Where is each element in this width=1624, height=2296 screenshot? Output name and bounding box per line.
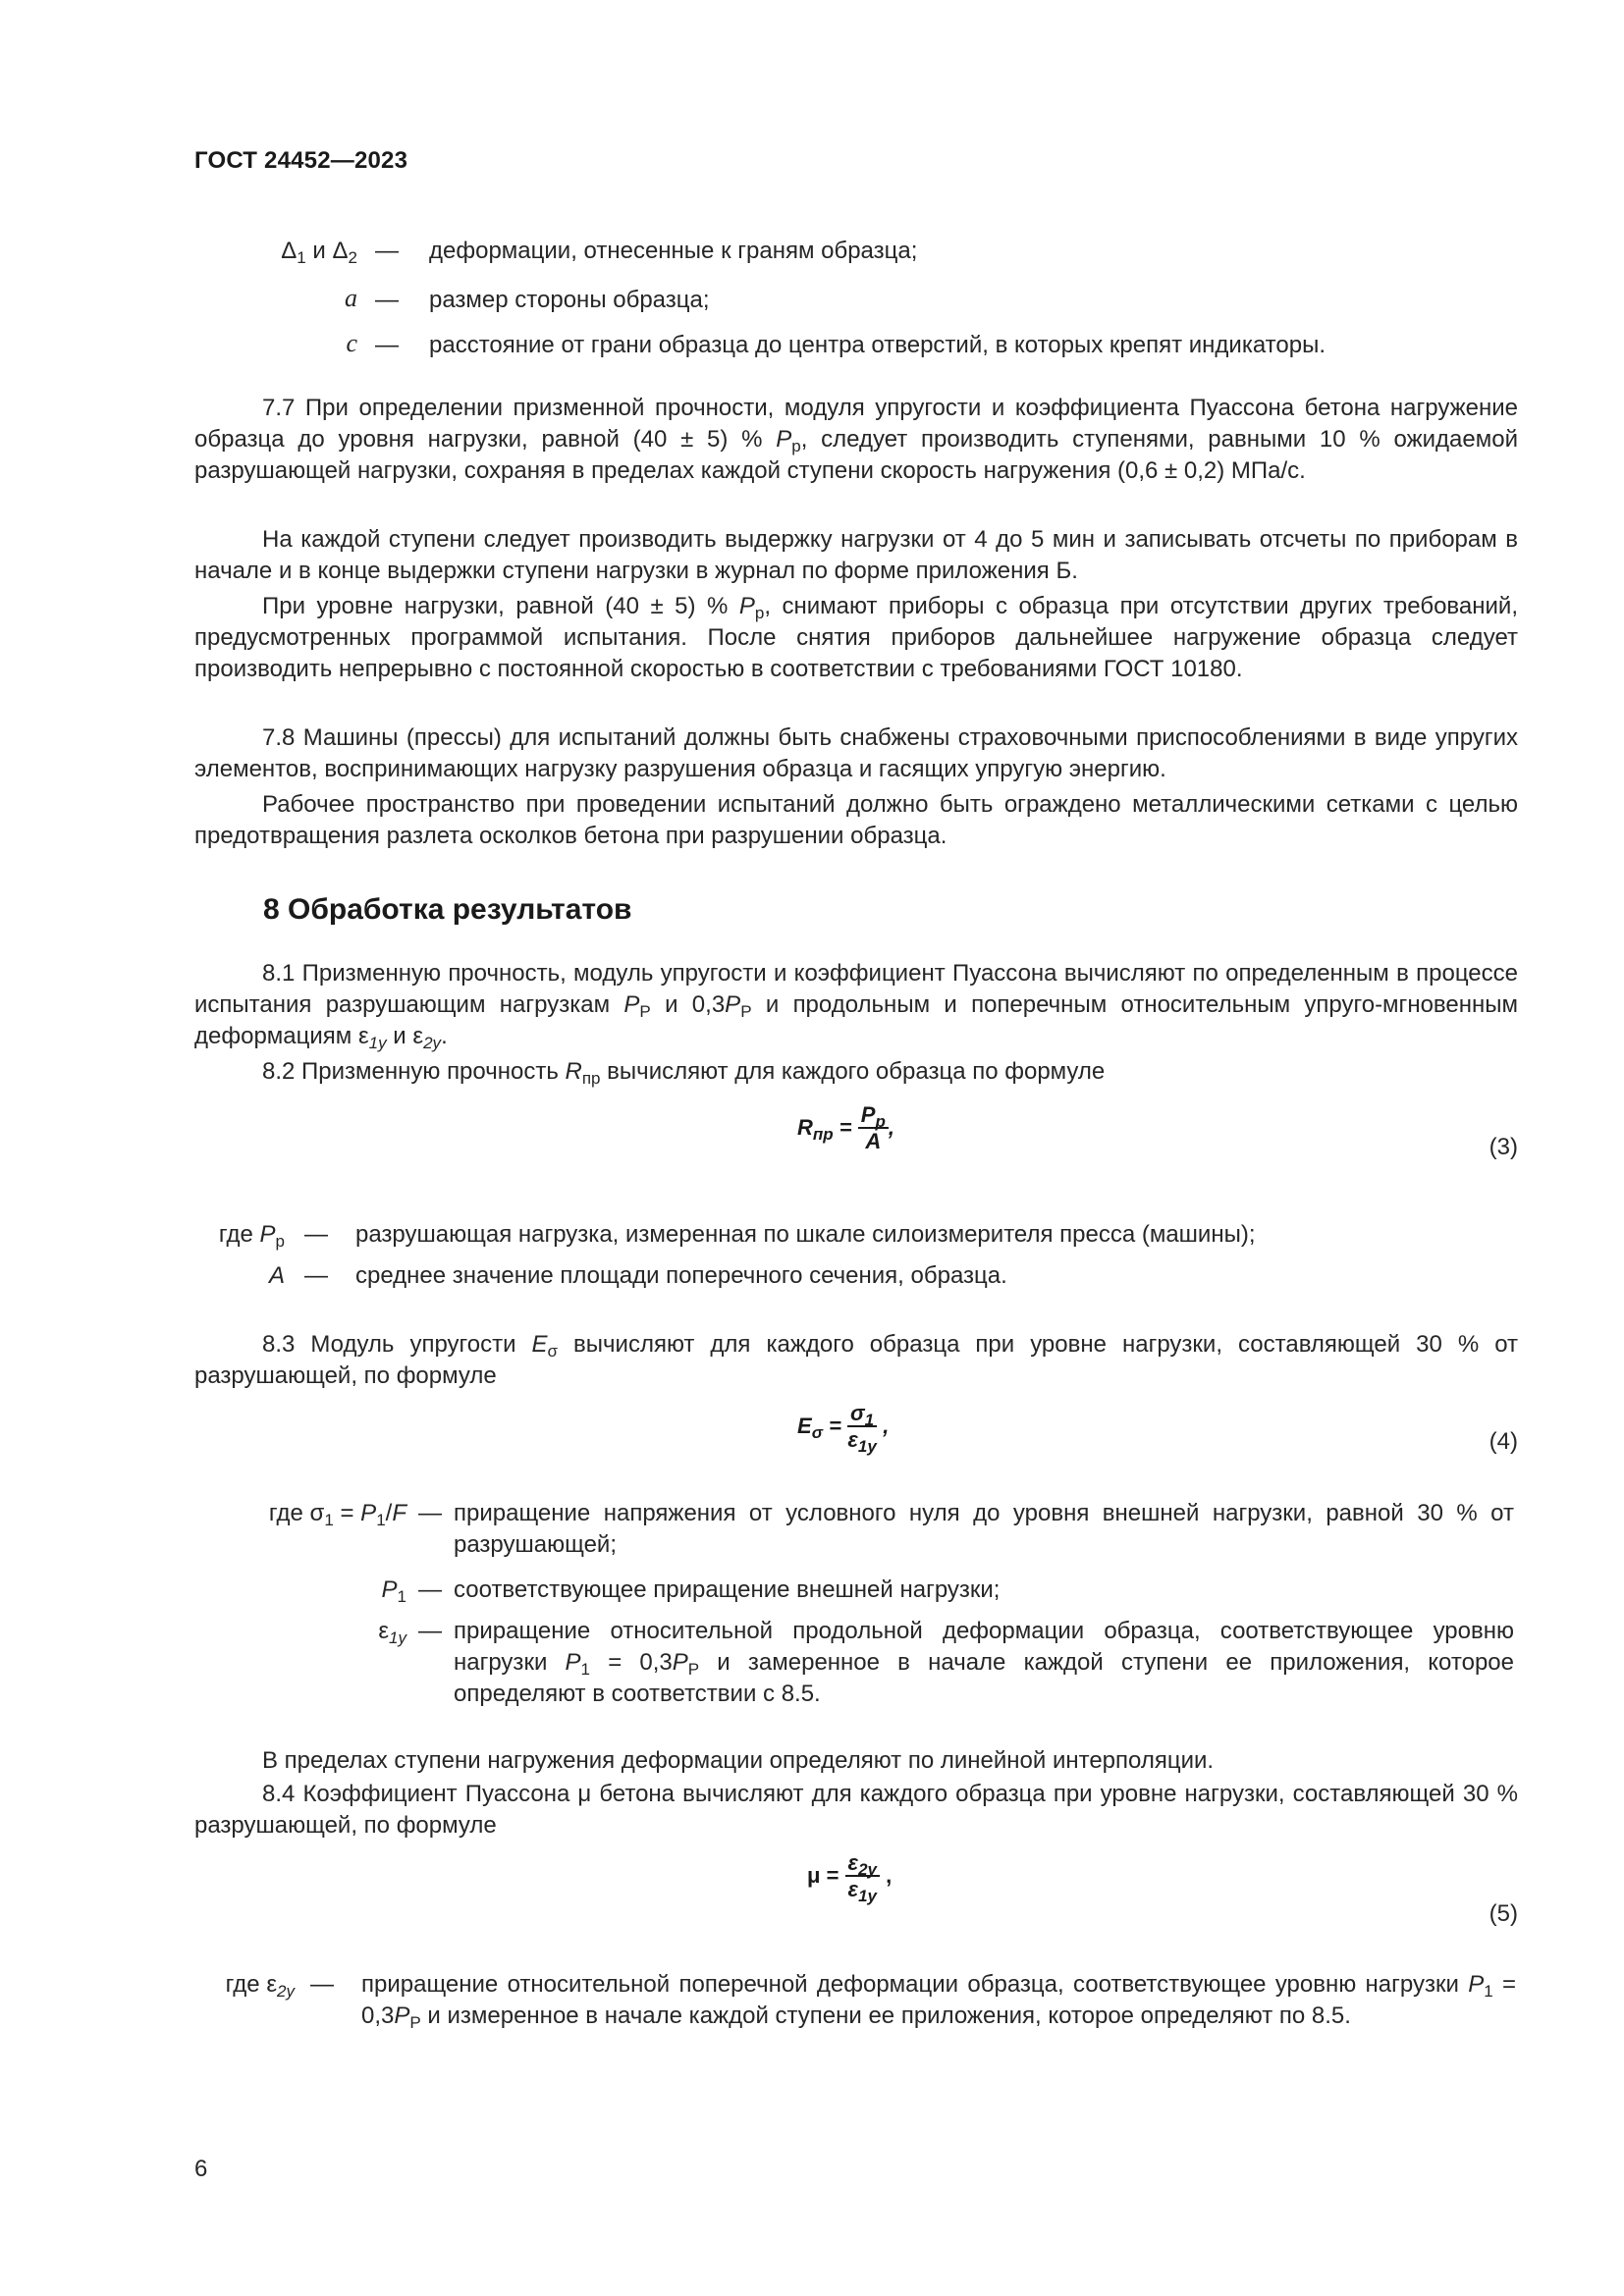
paragraph-7-7-b: На каждой ступени следует производить выдержку нагрузки от 4 до 5 мин и записывать отсчеты по приборам в начале и в конце выдержки ступени нагрузки в журнал по форме приложения Б. (194, 526, 1518, 584)
formula-5: μ = $\frac{\varepsilon_{2y}}{\varepsilon_{1y}}$ , (807, 1850, 893, 1905)
definition-dash: — (304, 1262, 328, 1289)
definition-text: приращение напряжения от условного нуля до уровня внешней нагрузки, равной 30 % от разрушающей; (454, 1500, 1514, 1558)
equation-number: (3) (1489, 1134, 1518, 1160)
definition-text: разрушающая нагрузка, измеренная по шкале силоизмерителя пресса (машины); (355, 1221, 1256, 1248)
definition-dash: — (310, 1971, 334, 1998)
definition-dash: — (418, 1500, 442, 1526)
paragraph-7-7-c: При уровне нагрузки, равной (40 ± 5) % $P_р$, снимают приборы с образца при отсутствии других требований, предусмотренных программой испытания. После снятия приборов дальнейшее нагружение образца следует производить непрерывно с постоянной скоростью в соответствии с требованиями ГОСТ 10180. (194, 593, 1518, 682)
definition-term: $\varepsilon_{1y}$ (378, 1618, 406, 1647)
definition-text: среднее значение площади поперечного сечения, образца. (355, 1262, 1007, 1289)
equation-number: (5) (1489, 1900, 1518, 1927)
definition-term: где $\varepsilon_{2y}$ (225, 1971, 295, 2001)
definition-dash: — (375, 287, 399, 313)
definition-text: расстояние от грани образца до центра отверстий, в которых крепят индикаторы. (429, 332, 1326, 358)
definition-term: $P_1$ (381, 1576, 406, 1606)
page-number: 6 (194, 2156, 208, 2182)
section-heading: 8 Обработка результатов (263, 893, 632, 926)
definition-term: где $\sigma_1 = P_1/F$ (268, 1500, 406, 1529)
paragraph-8-1: 8.1 Призменную прочность, модуль упругости и коэффициент Пуассона вычисляют по определенным в процессе испытания разрушающим нагрузкам $P_Р$ и $0,3P_Р$ и продольным и поперечным относительным упруго-мгновенным деформациям $\varepsilon_{1y}$ и $\varepsilon_{2y}$. (194, 960, 1519, 1052)
definition-dash: — (418, 1576, 442, 1603)
formula-4: $E_\sigma$ = $\frac{\sigma_1}{\varepsilon_{1y}}$ , (797, 1401, 890, 1456)
definition-text: соответствующее приращение внешней нагрузки; (454, 1576, 1001, 1603)
definition-dash: — (418, 1618, 442, 1644)
paragraph-7-8-b: Рабочее пространство при проведении испытаний должно быть ограждено металлическими сетками с целью предотвращения разлета осколков бетона при разрушении образца. (194, 791, 1518, 849)
paragraph-8-2: 8.2 Призменную прочность $R_{пр}$ вычисляют для каждого образца по формуле (262, 1058, 1106, 1088)
definition-dash: — (304, 1221, 328, 1248)
paragraph-8-4: 8.4 Коэффициент Пуассона μ бетона вычисляют для каждого образца при уровне нагрузки, составляющей 30 % разрушающей, по формуле (194, 1781, 1518, 1839)
definition-term: a (345, 284, 357, 312)
definition-term: $\Delta_1$ и $\Delta_2$ (281, 238, 357, 267)
definition-text: деформации, отнесенные к граням образца; (429, 238, 918, 264)
definition-text: приращение относительной поперечной деформации образца, соответствующее уровню нагрузки $P_1 = 0,3P_Р$ и измеренное в начале каждой ступени ее приложения, которое определяют по 8.5. (361, 1971, 1517, 2032)
definition-text: приращение относительной продольной деформации образца, соответствующее уровню нагрузки $P_1 = 0,3P_Р$ и замеренное в начале каждой ступени ее приложения, которое определяют в соответствии с 8.5. (454, 1618, 1514, 1707)
formula-3: $R_{пр}$ = $\frac{P_р}{A}$ , (797, 1102, 894, 1153)
document-header: ГОСТ 24452—2023 (194, 147, 408, 174)
definition-dash: — (375, 238, 399, 264)
definition-dash: — (375, 332, 399, 358)
definition-text: размер стороны образца; (429, 287, 710, 313)
paragraph-8-3: 8.3 Модуль упругости $E_\sigma$ вычисляют для каждого образца при уровне нагрузки, составляющей 30 % от разрушающей, по формуле (194, 1331, 1519, 1389)
paragraph-7-7: 7.7 При определении призменной прочности, модуля упругости и коэффициента Пуассона бетона нагружение образца до уровня нагрузки, равной (40 ± 5) % $P_р$, следует производить ступенями, равными 10 % ожидаемой разрушающей нагрузки, сохраняя в пределах каждой ступени скорость нагружения (0,6 ± 0,2) МПа/с. (194, 395, 1518, 484)
equation-number: (4) (1489, 1428, 1518, 1455)
paragraph-7-8: 7.8 Машины (прессы) для испытаний должны быть снабжены страховочными приспособлениями в виде упругих элементов, воспринимающих нагрузку разрушения образца и гасящих упругую энергию. (194, 724, 1518, 782)
definition-term: c (346, 329, 357, 357)
definition-term: где $P_р$ (218, 1221, 285, 1251)
paragraph-8-3-b: В пределах ступени нагружения деформации определяют по линейной интерполяции. (262, 1747, 1215, 1774)
definition-term: A (268, 1262, 285, 1289)
